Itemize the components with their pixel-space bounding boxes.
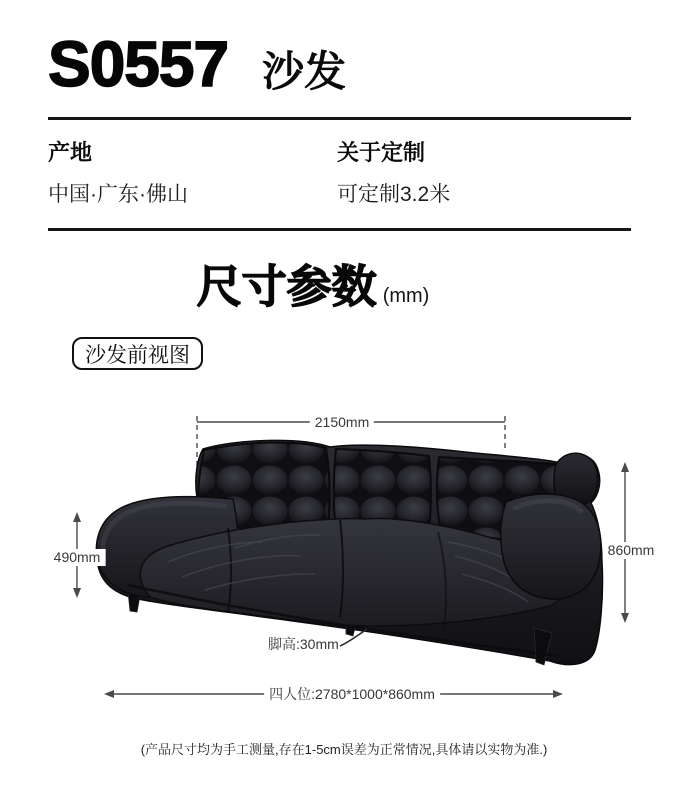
spec-custom-label: 关于定制 [337,140,426,165]
dimension-total-height-label: 860mm [603,542,660,559]
spec-origin-value: 中国·广东·佛山 [48,183,188,206]
dimension-foot-height-label: 脚高:30mm [268,636,339,652]
spec-origin-label: 产地 [48,140,93,165]
product-name: 沙发 [262,48,347,95]
sofa-illustration [96,440,602,665]
size-unit: (mm) [382,285,430,307]
measurement-disclaimer: (产品尺寸均为手工测量,存在1-5cm误差为正常情况,具体请以实物为准.) [140,742,548,757]
dimension-overall-label: 四人位:2780*1000*860mm [264,686,440,703]
model-number: S0557 [48,28,229,100]
spec-custom-value: 可定制3.2米 [337,183,451,206]
dimension-seat-height-label: 490mm [49,549,106,566]
front-view-badge-label: 沙发前视图 [85,343,190,367]
dimension-width-label: 2150mm [310,414,374,431]
size-heading: 尺寸参数 [196,261,377,312]
